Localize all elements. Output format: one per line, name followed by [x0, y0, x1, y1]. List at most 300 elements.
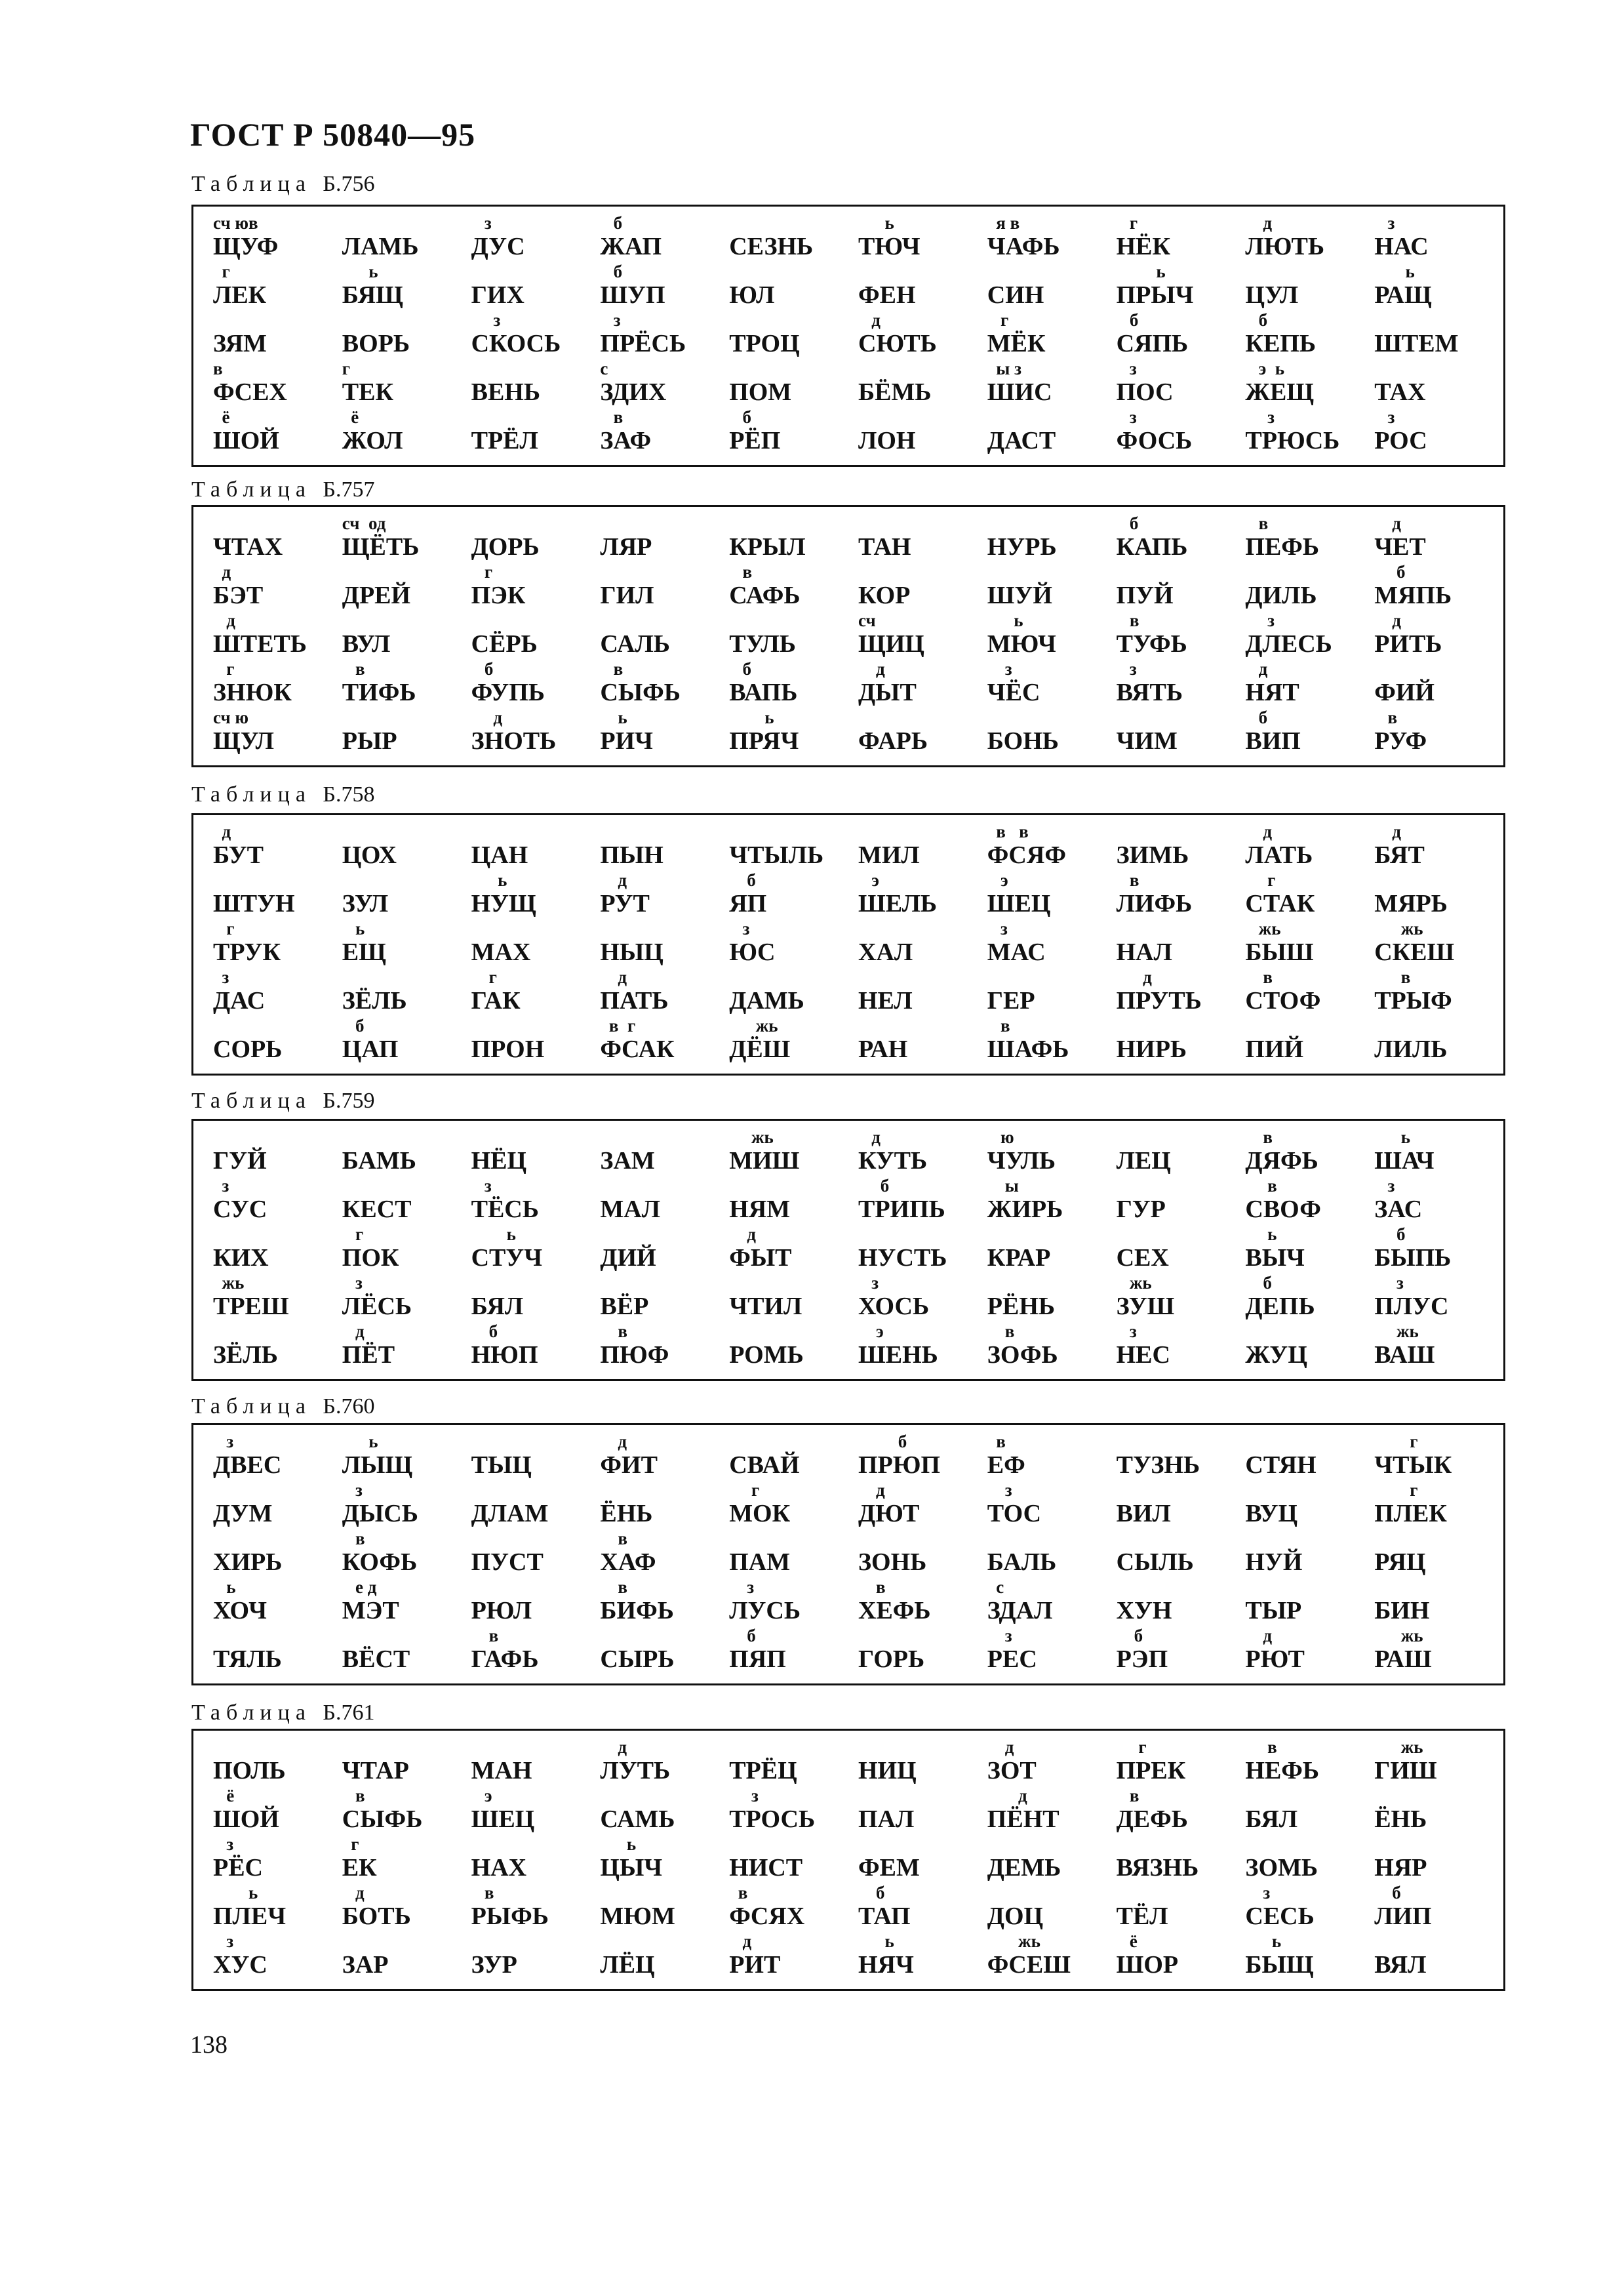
syllable-word: ЕК — [342, 1854, 377, 1882]
table-caption-label: Таблица — [191, 1394, 311, 1419]
syllable-word: ДЮТ — [858, 1500, 920, 1527]
word-cell — [987, 822, 1117, 870]
superscript-letters: в — [342, 659, 365, 679]
word-cell — [213, 1834, 342, 1883]
word-cell — [213, 822, 342, 870]
word-cell — [342, 1321, 471, 1370]
superscript-letters: сч од — [342, 514, 386, 533]
superscript-letters: б — [1245, 310, 1268, 330]
syllable-word: БИФЬ — [600, 1597, 674, 1624]
syllable-word: ТРЁЦ — [729, 1757, 797, 1784]
superscript-letters: ь — [471, 1224, 516, 1244]
syllable-word: ЗУЛ — [342, 890, 389, 917]
word-cell — [471, 1016, 601, 1064]
word-cell — [342, 1432, 471, 1480]
word-cell — [987, 1480, 1117, 1529]
superscript-letters: жь — [1116, 1273, 1152, 1293]
superscript-letters: г — [213, 659, 235, 679]
word-cell — [1117, 1016, 1246, 1064]
syllable-word: ЗАФ — [600, 427, 652, 454]
syllable-word: МАЛ — [600, 1196, 661, 1223]
word-cell — [729, 1626, 858, 1674]
superscript-letters: в — [729, 1883, 748, 1903]
page-number: 138 — [190, 2031, 228, 2059]
syllable-word: МАН — [471, 1757, 532, 1784]
word-cell — [213, 708, 342, 756]
syllable-word: БЯТ — [1374, 841, 1425, 869]
syllable-word: КУТЬ — [858, 1147, 928, 1175]
word-cell — [471, 967, 601, 1016]
syllable-word: ВЕНЬ — [471, 378, 540, 406]
syllable-word: ШОЙ — [213, 1805, 279, 1833]
syllable-word: СЫРЬ — [600, 1645, 675, 1673]
syllable-word: ФИЙ — [1374, 679, 1435, 706]
word-cell — [600, 359, 729, 407]
word-cell — [213, 1577, 342, 1626]
syllable-word: СТЯН — [1245, 1451, 1317, 1479]
syllable-word: БОТЬ — [342, 1903, 411, 1930]
syllable-word: ЛАТЬ — [1245, 841, 1313, 869]
syllable-word: НЮП — [471, 1341, 538, 1369]
word-cell — [600, 514, 729, 562]
superscript-letters: ё — [213, 1786, 235, 1805]
syllable-word: ХУС — [213, 1951, 267, 1979]
word-cell — [342, 1786, 471, 1834]
superscript-letters: в — [1116, 611, 1139, 630]
word-cell — [1374, 919, 1503, 967]
word-cell — [471, 870, 601, 919]
syllable-word: ПУЙ — [1116, 582, 1174, 609]
word-cell — [729, 1529, 858, 1577]
syllable-word: ШУЙ — [987, 582, 1052, 609]
document-header: ГОСТ Р 50840—95 — [190, 116, 476, 153]
syllable-word: НЕС — [1116, 1341, 1170, 1369]
syllable-word: СТАК — [1245, 890, 1315, 917]
superscript-letters: ь — [471, 870, 507, 890]
word-cell — [1374, 262, 1503, 310]
syllable-word: ЧТАХ — [213, 533, 283, 561]
superscript-letters: в — [987, 1321, 1015, 1341]
syllable-word: ЦАН — [471, 841, 528, 869]
syllable-word: ТЫР — [1245, 1597, 1302, 1624]
table-number: Б.759 — [323, 1089, 375, 1113]
word-cell — [858, 407, 987, 456]
word-cell — [858, 1883, 987, 1931]
superscript-letters: в — [1374, 708, 1398, 727]
word-cell — [729, 1176, 858, 1224]
superscript-letters: з — [987, 919, 1008, 938]
word-cell — [729, 611, 858, 659]
superscript-letters: я в — [987, 213, 1020, 233]
word-cell — [729, 1016, 858, 1064]
word-cell — [1374, 1480, 1503, 1529]
word-cell — [1117, 1480, 1246, 1529]
word-cell — [987, 1786, 1117, 1834]
syllable-word: ХАЛ — [858, 938, 913, 966]
syllable-word: ПОЛЬ — [213, 1757, 286, 1784]
syllable-word: ТЕК — [342, 378, 394, 406]
superscript-letters: д — [213, 822, 231, 841]
syllable-word: ХОСЬ — [858, 1293, 930, 1320]
word-cell — [471, 1883, 601, 1931]
table-number: Б.760 — [323, 1394, 375, 1419]
syllable-word: ЛЮТЬ — [1245, 233, 1325, 260]
syllable-word: РИЧ — [600, 727, 654, 755]
syllable-word: СКОСЬ — [471, 330, 561, 357]
syllable-word: ДАСТ — [987, 427, 1056, 454]
syllable-word: ЛЁСЬ — [342, 1293, 412, 1320]
word-cell — [729, 1432, 858, 1480]
syllable-word: ЧИМ — [1116, 727, 1178, 755]
syllable-word: ТУФЬ — [1116, 630, 1187, 658]
word-cell — [471, 1626, 601, 1674]
word-cell — [729, 1321, 858, 1370]
word-cell — [1117, 708, 1246, 756]
word-cell — [600, 562, 729, 611]
syllable-word: КРАР — [987, 1244, 1051, 1272]
word-cell — [213, 310, 342, 359]
syllable-word: ЛУСЬ — [729, 1597, 801, 1624]
word-cell — [1374, 1737, 1503, 1786]
syllable-word: ЧТЫЛЬ — [729, 841, 824, 869]
word-cell — [1117, 611, 1246, 659]
syllable-word: ВАШ — [1374, 1341, 1435, 1369]
word-cell — [858, 1321, 987, 1370]
syllable-word: ТРОЦ — [729, 330, 800, 357]
syllable-word: ЮЛ — [729, 281, 775, 309]
superscript-letters: з — [1116, 1321, 1137, 1341]
word-cell — [1117, 1127, 1246, 1176]
syllable-word: ТЯЛЬ — [213, 1645, 282, 1673]
syllable-word: НАЛ — [1116, 938, 1172, 966]
syllable-word: БЫПЬ — [1374, 1244, 1452, 1272]
superscript-letters: б — [729, 870, 756, 890]
syllable-word: ФОСЬ — [1116, 427, 1193, 454]
word-cell — [342, 870, 471, 919]
syllable-word: ДЕМЬ — [987, 1854, 1061, 1882]
superscript-letters: г — [471, 562, 493, 582]
syllable-word: ЛАМЬ — [342, 233, 419, 260]
superscript-letters: с — [600, 359, 608, 378]
superscript-letters: д — [600, 870, 627, 890]
word-cell — [471, 359, 601, 407]
syllable-word: КИХ — [213, 1244, 269, 1272]
superscript-letters: д — [858, 1127, 881, 1147]
syllable-word: РОМЬ — [729, 1341, 804, 1369]
superscript-letters: д — [1374, 822, 1401, 841]
word-cell — [600, 407, 729, 456]
syllable-word: МИЛ — [858, 841, 920, 869]
word-cell — [858, 514, 987, 562]
syllable-word: БИН — [1374, 1597, 1430, 1624]
word-cell — [342, 407, 471, 456]
syllable-word: ВИЛ — [1116, 1500, 1171, 1527]
table-caption — [191, 1394, 374, 1419]
syllable-word: СЮТЬ — [858, 330, 937, 357]
superscript-letters: в — [987, 1432, 1006, 1451]
syllable-word: КРЫЛ — [729, 533, 806, 561]
syllable-word: ГУР — [1116, 1196, 1166, 1223]
word-cell — [1374, 1432, 1503, 1480]
table-number: Б.757 — [323, 477, 375, 502]
syllable-word: ЗНЮК — [213, 679, 292, 706]
syllable-word: ПАТЬ — [600, 987, 669, 1015]
superscript-letters: в — [1116, 870, 1139, 890]
word-cell — [1374, 310, 1503, 359]
superscript-letters: жь — [729, 1016, 778, 1036]
word-cell — [1245, 659, 1374, 708]
superscript-letters: ь — [213, 1883, 258, 1903]
word-cell — [1245, 310, 1374, 359]
word-cell — [1245, 407, 1374, 456]
word-cell — [1245, 359, 1374, 407]
word-cell — [987, 1883, 1117, 1931]
word-cell — [987, 611, 1117, 659]
word-cell — [342, 1626, 471, 1674]
word-cell — [213, 611, 342, 659]
word-cell — [471, 1127, 601, 1176]
syllable-word: РЮТ — [1245, 1645, 1305, 1673]
word-cell — [729, 213, 858, 262]
word-cell — [342, 659, 471, 708]
syllable-word: ВЫЧ — [1245, 1244, 1305, 1272]
word-cell — [1117, 407, 1246, 456]
word-table — [191, 505, 1505, 767]
superscript-letters: жь — [987, 1931, 1040, 1951]
superscript-letters: г — [1374, 1432, 1418, 1451]
syllable-word: ТУЛЬ — [729, 630, 796, 658]
word-cell — [213, 1737, 342, 1786]
superscript-letters: г — [471, 967, 497, 987]
syllable-word: РЁС — [213, 1854, 263, 1882]
superscript-letters: ь — [987, 611, 1023, 630]
syllable-word: ЛИЛЬ — [1374, 1036, 1448, 1063]
superscript-letters: в — [600, 1577, 627, 1597]
syllable-word: КОР — [858, 582, 911, 609]
word-cell — [342, 213, 471, 262]
syllable-word: ТЁЛ — [1116, 1903, 1168, 1930]
word-cell — [600, 1529, 729, 1577]
word-cell — [987, 1321, 1117, 1370]
word-cell — [1374, 1224, 1503, 1273]
superscript-letters: д — [987, 1786, 1027, 1805]
superscript-letters: з — [1374, 407, 1395, 427]
table-number: Б.761 — [323, 1701, 375, 1725]
word-cell — [987, 1529, 1117, 1577]
superscript-letters: ь — [1374, 262, 1415, 281]
syllable-word: ЧАФЬ — [987, 233, 1060, 260]
word-cell — [600, 1176, 729, 1224]
syllable-word: ЛЁЦ — [600, 1951, 655, 1979]
word-cell — [342, 1273, 471, 1321]
superscript-letters: в — [858, 1577, 886, 1597]
table-caption — [191, 782, 374, 807]
superscript-letters: д — [987, 1737, 1014, 1757]
word-cell — [858, 310, 987, 359]
word-cell — [471, 407, 601, 456]
syllable-word: ТЮЧ — [858, 233, 921, 260]
syllable-word: ХУН — [1116, 1597, 1172, 1624]
syllable-word: РАЩ — [1374, 281, 1432, 309]
syllable-word: ТОС — [987, 1500, 1042, 1527]
word-cell — [1117, 1737, 1246, 1786]
word-cell — [213, 1273, 342, 1321]
word-cell — [600, 1737, 729, 1786]
superscript-letters: з — [1245, 407, 1275, 427]
syllable-word: ГОРЬ — [858, 1645, 925, 1673]
word-cell — [987, 708, 1117, 756]
superscript-letters: з — [342, 1273, 363, 1293]
syllable-word: НЁК — [1116, 233, 1171, 260]
word-cell — [1117, 919, 1246, 967]
syllable-word: ЦЫЧ — [600, 1854, 663, 1882]
word-cell — [987, 1432, 1117, 1480]
word-cell — [213, 1224, 342, 1273]
word-cell — [1374, 1529, 1503, 1577]
word-cell — [858, 1224, 987, 1273]
word-cell — [1117, 1273, 1246, 1321]
syllable-word: СЯПЬ — [1116, 330, 1189, 357]
word-cell — [858, 1016, 987, 1064]
syllable-word: МОК — [729, 1500, 791, 1527]
superscript-letters: д — [342, 1883, 365, 1903]
syllable-word: ТАХ — [1374, 378, 1426, 406]
superscript-letters: в — [471, 1883, 494, 1903]
word-cell — [1117, 213, 1246, 262]
syllable-word: МЁК — [987, 330, 1046, 357]
superscript-letters: з — [1374, 1176, 1395, 1196]
syllable-word: НЯМ — [729, 1196, 791, 1223]
superscript-letters: жь — [729, 1127, 774, 1147]
syllable-word: РАН — [858, 1036, 908, 1063]
word-cell — [858, 1127, 987, 1176]
syllable-word: ТРУК — [213, 938, 281, 966]
superscript-letters: г — [213, 919, 235, 938]
superscript-letters: э — [471, 1786, 492, 1805]
syllable-word: ШОЙ — [213, 427, 279, 454]
superscript-letters: б — [600, 213, 623, 233]
word-cell — [342, 1577, 471, 1626]
superscript-letters: з — [729, 1577, 755, 1597]
superscript-letters: з — [471, 1176, 492, 1196]
word-cell — [987, 1834, 1117, 1883]
superscript-letters: жь — [1374, 1737, 1423, 1757]
word-cell — [1245, 1529, 1374, 1577]
syllable-word: ТРОСЬ — [729, 1805, 816, 1833]
word-cell — [600, 870, 729, 919]
superscript-letters: б — [1116, 1626, 1143, 1645]
superscript-letters: ь — [1245, 1931, 1282, 1951]
syllable-word: РЕС — [987, 1645, 1037, 1673]
syllable-word: ТРЮСЬ — [1245, 427, 1340, 454]
word-cell — [213, 967, 342, 1016]
word-cell — [1117, 1224, 1246, 1273]
syllable-word: ШОР — [1116, 1951, 1179, 1979]
superscript-letters: ь — [729, 708, 774, 727]
word-cell — [1245, 967, 1374, 1016]
superscript-letters: д — [342, 1321, 365, 1341]
syllable-word: ЖУЦ — [1245, 1341, 1307, 1369]
superscript-letters: г — [729, 1480, 760, 1500]
word-cell — [987, 407, 1117, 456]
syllable-word: ЗОФЬ — [987, 1341, 1058, 1369]
word-cell — [987, 967, 1117, 1016]
superscript-letters: в — [1374, 967, 1411, 987]
superscript-letters: в — [1245, 1737, 1277, 1757]
superscript-letters: д — [1245, 1626, 1273, 1645]
syllable-word: ЗЯМ — [213, 330, 267, 357]
word-cell — [213, 213, 342, 262]
superscript-letters: д — [600, 967, 627, 987]
superscript-letters: г — [1374, 1480, 1418, 1500]
word-cell — [729, 708, 858, 756]
syllable-word: ВЯЗНЬ — [1116, 1854, 1199, 1882]
word-cell — [1374, 1626, 1503, 1674]
word-cell — [987, 919, 1117, 967]
syllable-word: РЭП — [1116, 1645, 1168, 1673]
superscript-letters: з — [1374, 1273, 1404, 1293]
word-cell — [858, 1577, 987, 1626]
table-caption — [191, 477, 374, 502]
superscript-letters: д — [213, 562, 231, 582]
word-cell — [471, 1321, 601, 1370]
word-cell — [471, 1931, 601, 1980]
syllable-word: ТРИПЬ — [858, 1196, 945, 1223]
word-cell — [1245, 1626, 1374, 1674]
word-cell — [1117, 1577, 1246, 1626]
syllable-word: НЁЦ — [471, 1147, 527, 1175]
syllable-word: ТРЫФ — [1374, 987, 1452, 1015]
word-cell — [600, 919, 729, 967]
word-cell — [342, 822, 471, 870]
word-cell — [342, 1224, 471, 1273]
syllable-word: БЯЛ — [471, 1293, 524, 1320]
syllable-word: НАХ — [471, 1854, 527, 1882]
syllable-word: ГЕР — [987, 987, 1035, 1015]
word-cell — [471, 562, 601, 611]
syllable-word: ДЕПЬ — [1245, 1293, 1315, 1320]
superscript-letters: в г — [600, 1016, 636, 1036]
superscript-letters: ы — [987, 1176, 1019, 1196]
word-cell — [1245, 611, 1374, 659]
superscript-letters: г — [1116, 213, 1138, 233]
syllable-word: ЁНЬ — [1374, 1805, 1427, 1833]
syllable-word: НУРЬ — [987, 533, 1057, 561]
word-cell — [858, 967, 987, 1016]
word-cell — [858, 213, 987, 262]
word-cell — [1245, 1176, 1374, 1224]
word-cell — [1245, 262, 1374, 310]
superscript-letters: д — [858, 659, 885, 679]
superscript-letters: б — [858, 1883, 885, 1903]
superscript-letters: з — [987, 659, 1012, 679]
word-cell — [213, 1626, 342, 1674]
word-cell — [342, 1176, 471, 1224]
word-table — [191, 205, 1505, 467]
superscript-letters: з — [858, 1273, 879, 1293]
word-cell — [987, 310, 1117, 359]
table-caption-label: Таблица — [191, 782, 311, 807]
syllable-word: ТУЗНЬ — [1116, 1451, 1200, 1479]
superscript-letters: б — [471, 1321, 498, 1341]
syllable-word: ГИХ — [471, 281, 525, 309]
syllable-word: ЛЕЦ — [1116, 1147, 1171, 1175]
word-cell — [1245, 1883, 1374, 1931]
word-cell — [213, 359, 342, 407]
word-cell — [471, 1529, 601, 1577]
superscript-letters: ё — [1116, 1931, 1138, 1951]
word-cell — [342, 1737, 471, 1786]
